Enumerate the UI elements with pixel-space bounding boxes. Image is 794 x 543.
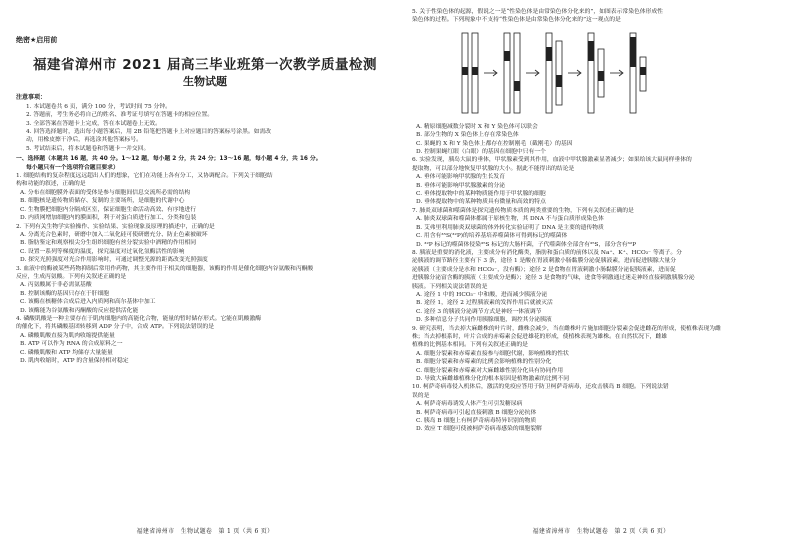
question-line: 1. 细胞结构的复杂程度远远超出人们的想象，它们在功能上各有分工，又协调配合。下列关于细胞结 [16, 173, 273, 180]
q5-stem [412, 8, 790, 25]
question-line: 10. 柯萨奇病毒侵入机体后，激活的免疫应答用于防卫柯萨奇病毒，还攻击胰岛 B 细胞。下列说法错 [412, 384, 669, 391]
right-column [412, 8, 790, 434]
note-line: 3. 全部答案在答题卡上完成，答在本试题卷上无效。 [26, 120, 161, 127]
secret-mark: 绝密★启用前 [16, 36, 58, 44]
question-line: C. 途径 3 的胰液分泌调节方式是神经一体液调节 [416, 308, 542, 315]
note-line: 5. 考试结束后，将本试题卷和答题卡一并交回。 [26, 145, 150, 152]
question-line: 的催化下，将其磷酸基团转移到 ADP 分子中，合成 ATP。下列说法错误的是 [16, 324, 215, 331]
question-line: B. 控制该酶的基因只存在于肝细胞 [20, 290, 110, 297]
question-line: 构和功能的叙述，正确的是 [16, 181, 86, 188]
question-line: C. 果蝇的 X 和 Y 染色体上都存在控制刚毛（截刚毛）的基因 [416, 140, 573, 147]
question-line: B. 柯萨奇病毒可引起直接刺激 B 细胞分泌抗体 [416, 409, 537, 416]
question-line: C. 磷酸肌酸和 ATP 均储存大量能量 [20, 349, 113, 356]
question-line: 7. 肺炎双球菌和噬菌体是探究遗传物质本质的两类重要的生物，下列有关叙述正确的是 [412, 207, 634, 214]
question-line: 9. 研究表明，当去掉大麻雌株的叶片时，雌株会减少，当在雌株叶片施加细胞分裂素会促进雌花的形成，使植株表现为雌 [412, 325, 721, 332]
notes-list [16, 103, 394, 153]
question-line: A. 细胞分裂素和赤霉素直接参与细胞代谢，影响植株的性状 [416, 350, 569, 357]
chromosome-diagram-svg [452, 27, 702, 121]
question-line: 5. 关于性染色体的起源，假说之一是“性染色体是由常染色体分化来的”，如图表示常染色体形成性 [412, 9, 663, 15]
question-line: C. 细胞分裂素和赤霉素对大麻雌雄性别分化具有协同作用 [416, 367, 564, 374]
question-line: A. 分布在细胞膜外表面的受体是参与细胞间信息交流所必需的结构 [20, 189, 191, 196]
question-line: 胰液。下列相关说法错误的是 [412, 283, 488, 290]
note-line: 4. 回答选择题时，选出每小题答案后，用 2B 铅笔把答题卡上对应题目的答案标号涂黑。如需改 [26, 129, 272, 136]
question-line: 提取物，可以部分地恢复甲状腺的大小。据此不能得出的结论是 [412, 165, 575, 172]
question-line: C. 用含有³⁵S(³²P)的培养基培养噬菌体可得到标记的噬菌体 [416, 233, 568, 240]
question-line: D. 该酶能为谷氨酸和丙酮酸的反应提供活化能 [20, 307, 139, 314]
question-line: D. 垂体提取物中的某种物质具有微量和高效的特点 [416, 199, 546, 206]
question-line: 株；当去掉根系时，叶片合成的赤霉素会促进雄花的形成，使植株表现为雄株。在自然状况下，雌雄 [412, 333, 668, 340]
question-line: C. 设置一系列等梯度的温度，探究温度对过氧化氢酶活性的影响 [20, 248, 185, 255]
question-line: B. ATP 可以作为 RNA 的合成原料之一 [20, 341, 123, 348]
question-line: A. 丙氨酸属于非必需氨基酸 [20, 282, 92, 289]
question-line: 6. 实验发现，胰岛大鼠的垂体，甲状腺素受到其作用，血液中甲状腺激素显著减少；如果给该大鼠同样垂体的 [412, 157, 692, 164]
question-line: 8. 胰液是重要的消化液，主要成分有消化酶类，脂肪和蛋白质的前体以及 Na⁺、K⁺、HCO₃⁻ 等离子。分 [412, 249, 682, 256]
question-line: A. 分离光合色素时，研磨中加入二氧化硅可使研磨充分、防止色素被破坏 [20, 231, 208, 238]
note-line: 2. 答题前，考生务必将自己的姓名、准考证号填写在答题卡的相应位置。 [26, 112, 214, 119]
note-line: 1. 本试题卷共 6 页，满分 100 分，考试时间 75 分钟。 [26, 103, 171, 110]
exam-subtitle: 生物试题 [183, 75, 227, 89]
question-line: A. 柯萨奇病毒诱发人体产生可引发糖尿病 [416, 401, 523, 408]
question-line: D. 肌肉收缩时，ATP 的含量保持相对稳定 [20, 358, 129, 364]
question-line: A. 精原细胞减数分裂时 X 和 Y 染色体可以联会 [416, 123, 538, 130]
question-line: 反应，生成丙氨酸。下列有关叙述正确的是 [16, 273, 127, 280]
question-line: B. 垂体可能影响甲状腺激素的分泌 [416, 182, 506, 189]
question-line: B. 部分生物的 X 染色体上存在常染色体 [416, 132, 519, 139]
question-line: A. 垂体可能影响甲状腺的生长发育 [416, 174, 506, 181]
question-line: 进胰腺分泌富含酶的胰液（主要成分是酶）；途径 3 是食物的气味，进食等刺激通过迷走神经直接刺激胰腺分泌 [412, 275, 695, 282]
section-subheading: 每小题只有一个选项符合题目要求） [26, 164, 119, 171]
question-line: C. 生物膜把细胞内分隔成区室，保证细胞生命活动高效、有序地进行 [20, 206, 197, 213]
right-questions [412, 123, 790, 434]
chromosome-diagram [452, 27, 702, 121]
question-line: C. 垂体提取物中的某种物质能作用于甲状腺的细胞 [416, 191, 546, 198]
note-line: 动，用橡皮擦干净后，再选涂其他答案标号。 [26, 137, 142, 144]
question-line: 3. 血液中的酶被某些药物抑制后常用作药物，其主要作用于相关的细胞器，该酶的作用是催化细胞内谷氨酸和丙酮酸 [16, 265, 314, 272]
left-questions [16, 172, 394, 365]
question-line: B. 细胞分裂素和赤霉素的比例会影响植株的性别分化 [416, 359, 552, 366]
question-line: D. 效应 T 细胞可使被柯萨奇病毒感染的细胞裂解 [416, 426, 542, 433]
question-line: 植株的比例基本相同。下列有关叙述正确的是 [412, 342, 528, 349]
footer-left: 福建省漳州市 生物试题卷 第 1 页（共 6 页） [136, 528, 274, 535]
question-line: 泌胰液的调节路径主要有下 3 条，途径 1 是酸在胃液刺激小肠黏膜分泌促胰液素，进而促进胰腺大量分 [412, 258, 677, 265]
question-line: 误的是 [412, 392, 430, 399]
question-line: B. 途径 1，途径 2 过程胰液素的发挥作用后就被灭活 [416, 300, 553, 307]
question-line: 染色体的过程。下列现象中不支持“性染色体是由常染色体分化来的”这一观点的是 [412, 17, 621, 24]
exam-title: 福建省漳州市 2021 届高三毕业班第一次教学质量检测 [33, 57, 377, 74]
left-column [16, 8, 394, 365]
question-line: D. 导致大麻雌雄植株分化的根本原因是植物激素的比例不同 [416, 376, 570, 382]
question-line: 2. 下列有关生物学实验操作、实验结果、实验现象及原理的描述中，正确的是 [16, 223, 215, 230]
question-line: A. 磷酸肌酸直接为肌肉收缩提供能量 [20, 332, 115, 339]
question-line: 泌胰液（主要成分是水和 HCO₃⁻，没有酶）；途径 2 是食物在胃液刺激小肠黏膜分泌促胰液素，进而促 [412, 266, 676, 273]
notes-heading: 注意事项： [16, 94, 47, 102]
question-line: D. ³²P 标记的噬菌体侵染³⁵S 标记的大肠杆菌，子代噬菌体全部含有³⁵S，部分含有³²P [416, 241, 637, 248]
section-heading: 一、选择题（本题共 16 题，共 40 分。1～12 题，每小题 2 分，共 24 分；13～16 题，每小题 4 分，共 16 分。 [16, 156, 322, 163]
question-line: 4. 磷酸肌酸是一种主要存在于肌肉细胞内的高能化合物，能量的暂时储存形式。它能在肌酸激酶 [16, 315, 262, 322]
question-line: A. 途径 1 中的 HCO₃⁻ 中和酸，进而减少胰液分泌 [416, 291, 548, 298]
footer-right: 福建省漳州市 生物试题卷 第 2 页（共 6 页） [532, 528, 670, 535]
question-line: B. 细胞核是遗传物质储存、复制的主要场所，是细胞的代谢中心 [20, 198, 185, 205]
question-line: D. 多种信息分子共同作用胰腺细胞，调控其分泌胰液 [416, 317, 552, 324]
question-line: D. 控制果蝇红眼（白眼）的基因在细胞中只有一个 [416, 149, 546, 156]
question-line: A. 肺炎双球菌和噬菌体都属于原核生物，其 DNA 不与蛋白质形成染色体 [416, 216, 604, 223]
question-line: C. 胰岛 B 细胞上有柯萨奇病毒特异识别的物质 [416, 418, 537, 425]
question-line: B. 脂肪鉴定和观察根尖分生组织细胞有丝分裂实验中酒精的作用相同 [20, 240, 197, 247]
question-line: C. 该酶在核糖体合成后进入内质网和高尔基体中加工 [20, 299, 156, 306]
question-line: D. 内质网增加细胞内的膜面积，利于对蛋白质进行加工、分类和包装 [20, 215, 197, 222]
question-line: B. 艾弗里利用肺炎双球菌的体外转化实验证明了 DNA 是主要的遗传物质 [416, 224, 604, 231]
question-line: D. 探究光照强度对光合作用影响时，可通过调整光源的距离改变光照强度 [20, 257, 208, 264]
